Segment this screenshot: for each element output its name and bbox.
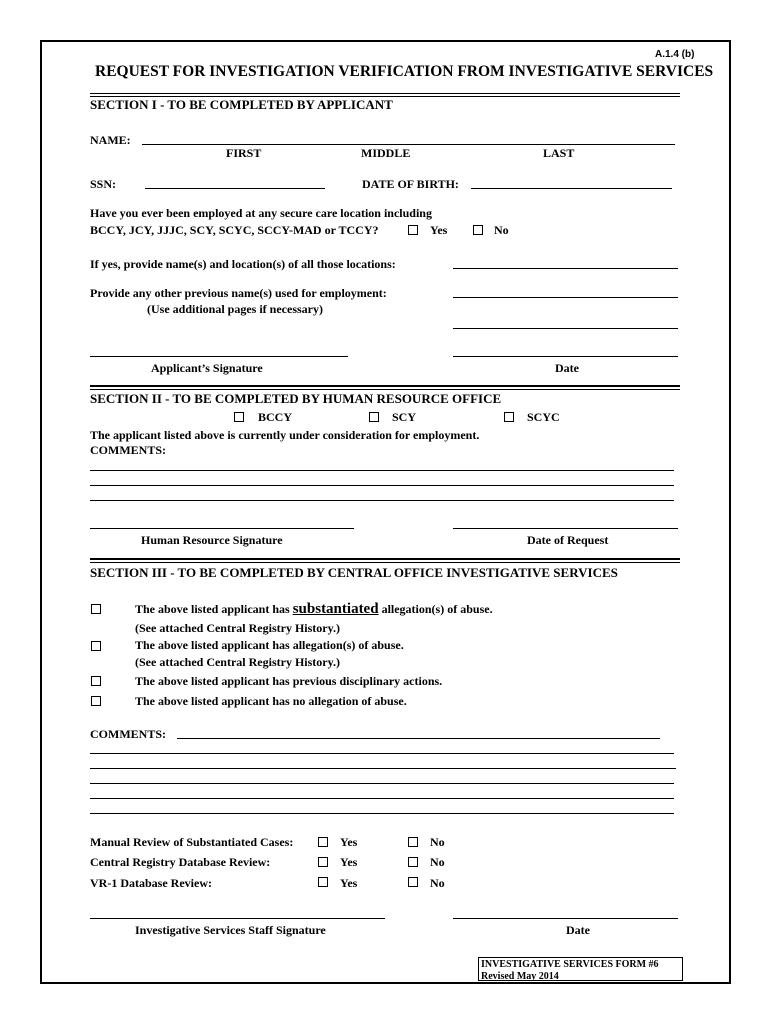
investigative-comments-line-4[interactable] <box>90 783 674 784</box>
scy-checkbox[interactable] <box>369 412 379 422</box>
allegation-option: The above listed applicant has allegation(s) of abuse. <box>135 638 404 652</box>
substantiated-suffix: allegation(s) of abuse. <box>381 602 493 616</box>
substantiated-checkbox[interactable] <box>91 604 101 614</box>
locations-label: If yes, provide name(s) and location(s) of all those locations: <box>90 257 396 271</box>
manual-review-no-checkbox[interactable] <box>408 837 418 847</box>
applicant-date-label: Date <box>555 361 579 375</box>
dob-label: DATE OF BIRTH: <box>362 177 459 191</box>
central-registry-review-label: Central Registry Database Review: <box>90 855 271 869</box>
applicant-signature-field[interactable] <box>90 356 348 357</box>
investigative-signature-field[interactable] <box>90 918 385 919</box>
name-label: NAME: <box>90 133 131 147</box>
disciplinary-option: The above listed applicant has previous disciplinary actions. <box>135 674 443 688</box>
dob-field[interactable] <box>471 188 672 189</box>
vr1-review-label: VR-1 Database Review: <box>90 876 212 890</box>
page-title: REQUEST FOR INVESTIGATION VERIFICATION FROM INVESTIGATIVE SERVICES <box>95 63 714 80</box>
employed-no-label: No <box>494 223 509 237</box>
investigative-date-field[interactable] <box>453 918 678 919</box>
vr1-no-label: No <box>430 876 445 890</box>
substantiated-option <box>135 601 493 618</box>
investigative-comments-line-5[interactable] <box>90 798 674 799</box>
form-reference: A.1.4 (b) <box>655 49 695 60</box>
manual-review-yes-checkbox[interactable] <box>318 837 328 847</box>
middle-label: MIDDLE <box>361 146 411 160</box>
vr1-yes-label: Yes <box>340 876 358 890</box>
investigative-comments-line-3[interactable] <box>90 768 676 769</box>
employed-yes-checkbox[interactable] <box>408 225 418 235</box>
investigative-comments-line-6[interactable] <box>90 813 674 814</box>
vr1-yes-checkbox[interactable] <box>318 877 328 887</box>
consideration-text: The applicant listed above is currently under consideration for employment. <box>90 428 480 442</box>
scy-label: SCY <box>392 410 417 424</box>
hr-comments-line-1[interactable] <box>90 470 674 471</box>
scyc-label: SCYC <box>527 410 560 424</box>
employed-question-line2: BCCY, JCY, JJJC, SCY, SCYC, SCCY-MAD or TCCY? <box>90 223 379 237</box>
applicant-date-field[interactable] <box>453 356 678 357</box>
form-id-box <box>478 957 683 981</box>
no-allegation-checkbox[interactable] <box>91 696 101 706</box>
hr-comments-line-3[interactable] <box>90 500 674 501</box>
form-name: INVESTIGATIVE SERVICES FORM #6 <box>481 959 659 970</box>
previous-names-field-1[interactable] <box>453 297 678 298</box>
ssn-field[interactable] <box>145 188 325 189</box>
previous-names-field-2[interactable] <box>453 328 678 329</box>
investigative-signature-label: Investigative Services Staff Signature <box>135 923 326 937</box>
bccy-label: BCCY <box>258 410 293 424</box>
substantiated-note: (See attached Central Registry History.) <box>135 621 340 635</box>
hr-signature-label: Human Resource Signature <box>141 533 283 547</box>
hr-date-field[interactable] <box>453 528 678 529</box>
allegation-note: (See attached Central Registry History.) <box>135 655 340 669</box>
disciplinary-checkbox[interactable] <box>91 676 101 686</box>
no-allegation-option: The above listed applicant has no allegation of abuse. <box>135 694 407 708</box>
hr-signature-field[interactable] <box>90 528 354 529</box>
central-registry-yes-checkbox[interactable] <box>318 857 328 867</box>
manual-review-no-label: No <box>430 835 445 849</box>
investigative-date-label: Date <box>566 923 590 937</box>
manual-review-yes-label: Yes <box>340 835 358 849</box>
applicant-signature-label: Applicant’s Signature <box>151 361 263 375</box>
central-registry-no-label: No <box>430 855 445 869</box>
name-field[interactable] <box>142 144 675 145</box>
substantiated-emphasis: substantiated <box>292 601 379 617</box>
scyc-checkbox[interactable] <box>504 412 514 422</box>
employed-yes-label: Yes <box>430 223 448 237</box>
first-label: FIRST <box>226 146 262 160</box>
investigative-comments-line-1[interactable] <box>177 738 660 739</box>
central-registry-no-checkbox[interactable] <box>408 857 418 867</box>
section-3-heading: SECTION III - TO BE COMPLETED BY CENTRAL OFFICE INVESTIGATIVE SERVICES <box>90 565 618 580</box>
investigative-comments-label: COMMENTS: <box>90 727 166 741</box>
allegation-checkbox[interactable] <box>91 641 101 651</box>
employed-no-checkbox[interactable] <box>473 225 483 235</box>
central-registry-yes-label: Yes <box>340 855 358 869</box>
additional-pages-note: (Use additional pages if necessary) <box>147 302 323 316</box>
hr-date-label: Date of Request <box>527 533 609 547</box>
bccy-checkbox[interactable] <box>234 412 244 422</box>
hr-comments-line-2[interactable] <box>90 485 674 486</box>
section-2-divider <box>90 385 680 390</box>
last-label: LAST <box>543 146 575 160</box>
previous-names-label: Provide any other previous name(s) used for employment: <box>90 286 387 300</box>
vr1-no-checkbox[interactable] <box>408 877 418 887</box>
investigative-comments-line-2[interactable] <box>90 753 674 754</box>
substantiated-prefix: The above listed applicant has <box>135 602 290 616</box>
manual-review-label: Manual Review of Substantiated Cases: <box>90 835 294 849</box>
ssn-label: SSN: <box>90 177 117 191</box>
employed-question-line1: Have you ever been employed at any secure care location including <box>90 206 432 220</box>
section-3-divider <box>90 558 680 563</box>
section-2-heading: SECTION II - TO BE COMPLETED BY HUMAN RESOURCE OFFICE <box>90 391 502 406</box>
hr-comments-label: COMMENTS: <box>90 443 166 457</box>
section-1-heading: SECTION I - TO BE COMPLETED BY APPLICANT <box>90 97 393 112</box>
form-revised: Revised May 2014 <box>481 971 559 981</box>
locations-field[interactable] <box>453 268 678 269</box>
